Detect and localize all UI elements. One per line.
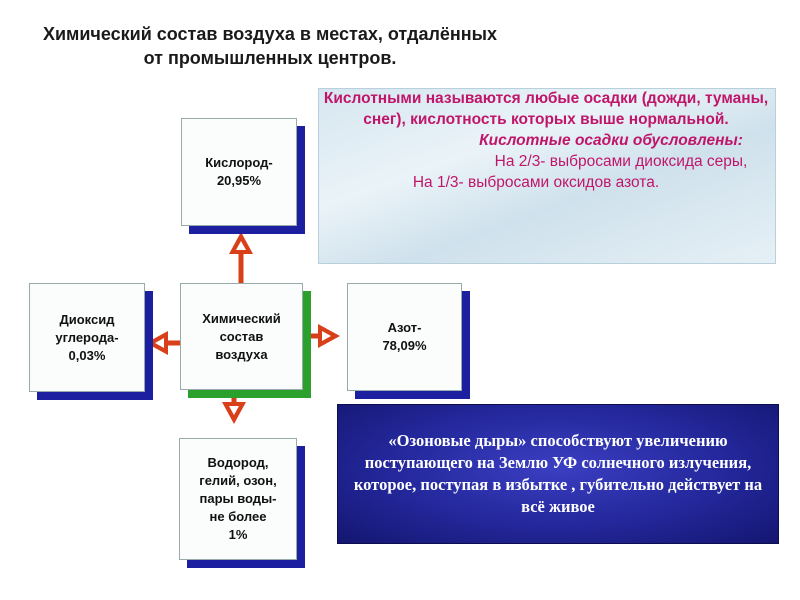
ozone-text: «Озоновые дыры» способствуют увеличению поступающего на Землю УФ солнечного излучения, которое, поступая в избытке , губительно действует на всё живое [353, 431, 763, 516]
ozone-panel [337, 404, 779, 544]
acid-rain-cause-sulfur: На 2/3- выбросами диоксида серы, [494, 153, 748, 170]
oxygen-label: Кислород- 20,95% [205, 155, 273, 188]
nitrogen-box [347, 283, 462, 391]
other-gases-label: Водород, гелий, озон, пары воды- не более 1% [199, 455, 277, 542]
acid-rain-definition: Кислотными называются любые осадки (дожди, туманы, снег), кислотность которых выше нормальной. [323, 90, 769, 128]
oxygen-box [181, 118, 297, 226]
center-box [180, 283, 303, 390]
co2-box [29, 283, 145, 392]
other-gases-box [179, 438, 297, 560]
acid-rain-cause-nitrogen: На 1/3- выбросами оксидов азота. [412, 174, 660, 191]
co2-label: Диоксид углерода- 0,03% [55, 311, 119, 363]
nitrogen-label: Азот- 78,09% [382, 320, 427, 353]
acid-rain-causes-heading: Кислотные осадки обусловлены: [479, 132, 743, 149]
page-title: Химический состав воздуха в местах, отдалённых от промышленных центров. [42, 24, 498, 68]
center-label: Химический состав воздуха [202, 310, 281, 362]
